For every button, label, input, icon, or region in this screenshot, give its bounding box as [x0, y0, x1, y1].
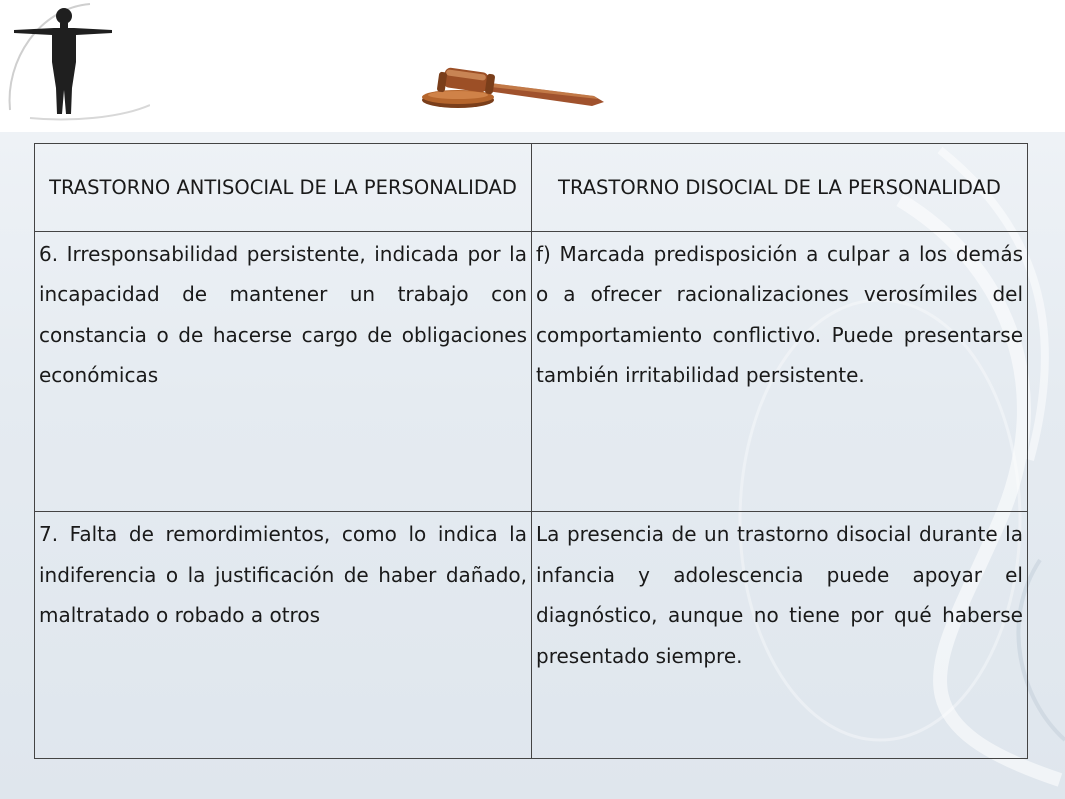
- header-disocial-text: TRASTORNO DISOCIAL DE LA PERSONALIDAD: [558, 176, 1001, 200]
- table-header-row: [35, 144, 1028, 232]
- table-row: [35, 512, 1028, 759]
- gavel-icon: [418, 66, 610, 116]
- header-antisocial: [35, 144, 532, 232]
- table-cell: [35, 231, 532, 512]
- table-cell: [35, 512, 532, 759]
- table-cell: [532, 512, 1028, 759]
- cell-text: La presencia de un trastorno disocial durante la infancia y adolescencia puede apoyar el diagnóstico, aunque no tiene por qué haberse presentado siempre.: [536, 522, 1023, 668]
- table-cell: [532, 231, 1028, 512]
- cell-text: 6. Irresponsabilidad persistente, indicada por la incapacidad de mantener un trabajo con constancia o de hacerse cargo de obligaciones económicas: [39, 241, 527, 388]
- table-row: [35, 231, 1028, 512]
- header-antisocial-text: TRASTORNO ANTISOCIAL DE LA PERSONALIDAD: [49, 176, 517, 200]
- cell-text: 7. Falta de remordimientos, como lo indica la indiferencia o la justificación de haber dañado, maltratado o robado a otros: [39, 522, 527, 628]
- cell-text: f) Marcada predisposición a culpar a los demás o a ofrecer racionalizaciones verosímiles del comportamiento conflictivo. Puede presentarse también irritabilidad persistente.: [536, 241, 1023, 388]
- criteria-comparison-table: [34, 143, 1028, 759]
- header-disocial: [532, 144, 1028, 232]
- human-figure-icon: [0, 0, 150, 122]
